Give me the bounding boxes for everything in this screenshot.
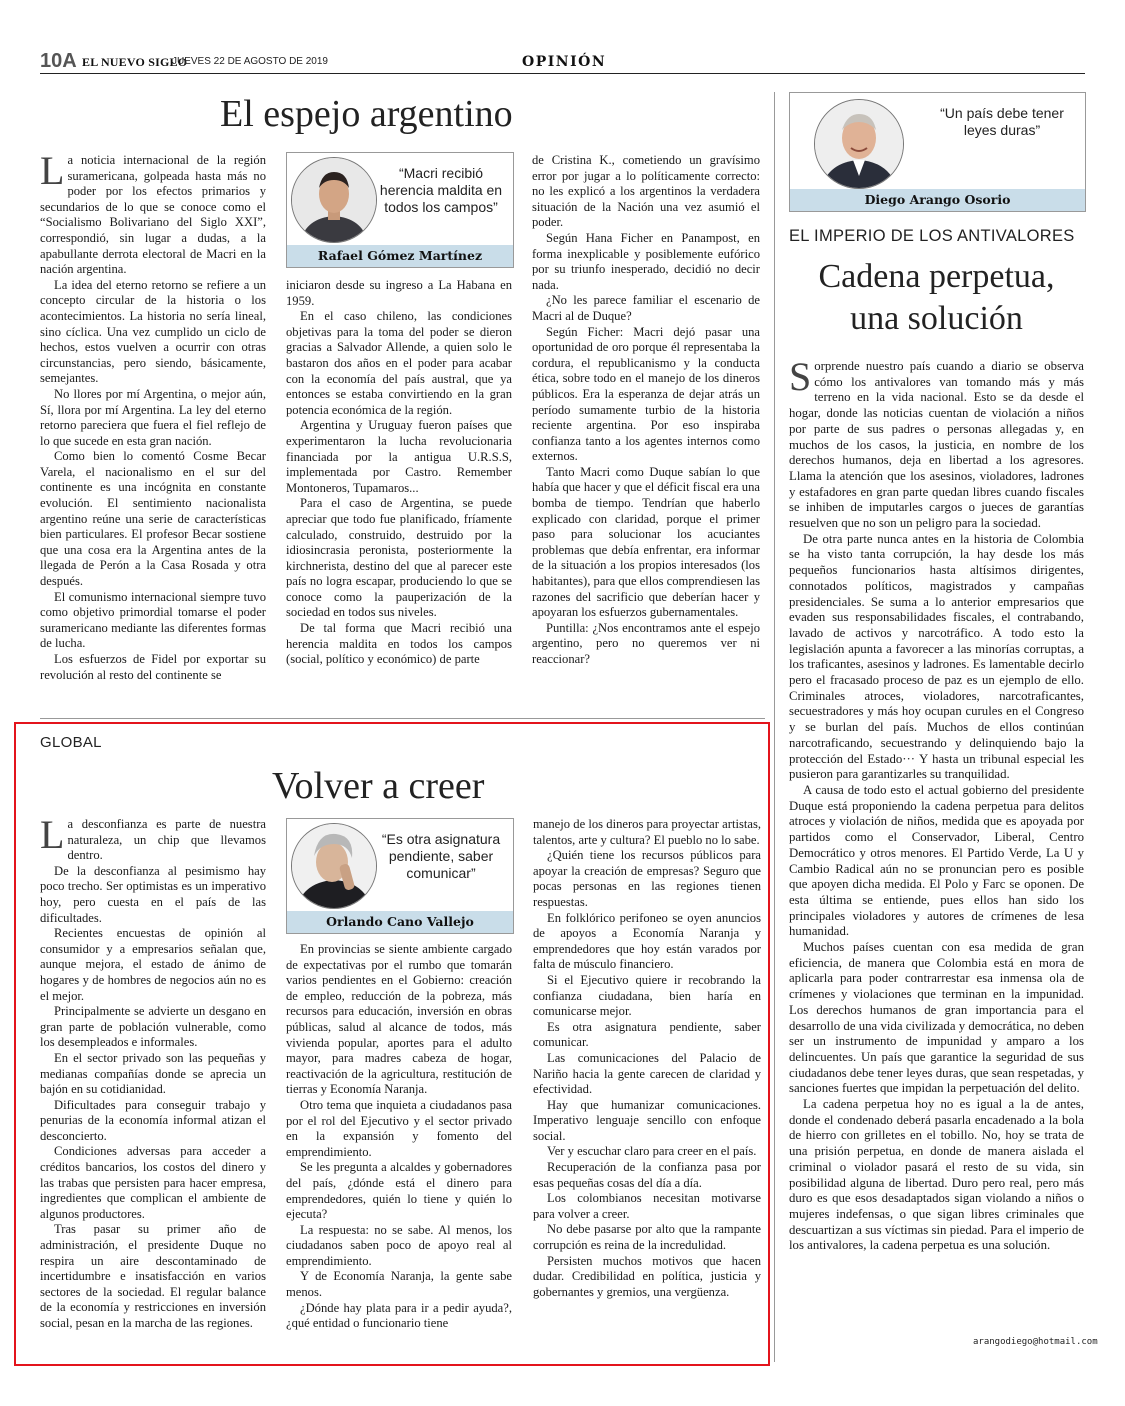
paragraph: La cadena perpetua hoy no es igual a la de antes, donde el condenado deberá pasarla encadenado a la bola de hierro con grilletes en el tobillo. No, hoy se trata de una prisión perpetua, en donde de manera aislada el criminal o violador pasará el resto de su vida, sin posibilidad alguna de libertad. Duro pero real, pero más duro es que esos desadaptados sigan violando a niños o mujeres indefensas, o que sigan libres criminales que descuartizan a sus víctimas sin piedad. Para el imperio de los antivalores, la cadena perpetua es una solución. [789, 1097, 1084, 1253]
paragraph: Tanto Macri como Duque sabían lo que había que hacer y que el déficit fiscal era una bomba de tiempo. Tendrían que haberlo explicado con claridad, porque el primer paso para solucionar los acuciantes problemas que debía enfrentar, era informar de la situación a los propios interesados (los habitantes), para que ellos comprendiesen las razones del sacrificio que deberían hacer y apoyaran los esfuerzos gubernamentales. [532, 464, 761, 620]
paragraph: de Cristina K., cometiendo un gravísimo error por jugar a lo políticamente correcto: no les explicó a los argentinos la verdadera situación de la Nación una vez asumió el poder. [532, 153, 760, 230]
article1-title: El espejo argentino [220, 93, 513, 135]
paragraph: Otro tema que inquieta a ciudadanos pasa por el rol del Ejecutivo y el sector privado en la expansión y fomento del emprendimiento. [286, 1097, 512, 1159]
paragraph: Hay que humanizar comunicaciones. Imperativo lenguaje sencillo con enfoque social. [533, 1097, 761, 1143]
author-email: arangodiego@hotmail.com [973, 1337, 1098, 1347]
article1-pull-quote-box [286, 152, 514, 268]
paragraph: De otra parte nunca antes en la historia de Colombia se ha visto tanta corrupción, la hay desde los más pequeños funcionarios hasta altísimos dirigentes, connotados políticos, magistrados y campañas presidenciales. Se suma a lo anterior empresarios que evaden sus responsabilidades fiscales, el contrabando, lavado de activos y narcotráfico. A todo esto la legislación apunta a favorecer a las minorías corruptas, a los traficantes, asesinos y ladrones. Es lamentable decirlo pero el fracasado proceso de paz es un ejemplo de ello. Criminales atroces, violadores, narcotraficantes, secuestradores y más hoy ocupan curules en el Congreso y se burlan del país. Muchos de ellos continúan narcotraficando, secuestrando y delinquiendo bajo la protección del Estado··· Y hasta un tribunal especial les pusieron para garantizarles su tranquilidad. [789, 531, 1084, 782]
paragraph: Condiciones adversas para acceder a créditos bancarios, los costos del dinero y las trabas que persisten para hacer empresa, ingredientes que complican el ambiente de algunos productores. [40, 1144, 266, 1221]
author-portrait [291, 823, 377, 909]
article1-column-1 [40, 148, 266, 683]
paragraph: El comunismo internacional siempre tuvo como objetivo primordial tomarse el poder suramericano mediante las diferentes formas de lucha. [40, 589, 266, 651]
article3-body [789, 354, 1084, 1254]
paragraph: ¿Quién tiene los recursos públicos para apoyar la creación de empresas? Seguro que pocas personas en las regiones tienen respuestas. [533, 848, 761, 909]
paragraph: Recientes encuestas de opinión al consumidor y a empresarios señalan que, aunque mejora, el estado de ánimo de hogares y de hombres de negocios aún no es el mejor. [40, 926, 266, 1003]
pull-quote: “Es otra asignatura pendiente, saber comunicar” [381, 831, 501, 881]
paragraph: a desconfianza es parte de nuestra naturaleza, un chip que llevamos dentro. [67, 817, 266, 863]
paragraph: Muchos países cuentan con esa medida de gran eficiencia, de manera que Colombia está en mora de aplicarla para poder contrarrestar esa inmensa ola de crímenes y violaciones que terminan en la impunidad. Los derechos humanos de gran importancia para el desarrollo de una vida civilizada y democrática, no deben ser un instrumento de impunidad y amparo a los delincuentes. Un país que garantice la seguridad de sus ciudadanos debe tener leyes duras, que sean respetadas, y sanciones fuertes que impidan la perpetuación del delito. [789, 940, 1084, 1096]
paragraph: Es otra asignatura pendiente, saber comunicar. [533, 1019, 761, 1050]
paragraph: Para el caso de Argentina, se puede apreciar que todo fue planificado, fríamente calculado, construido, destruido por la idiosincrasia peronista, posteriormente la kirchnerista, destino del que al parecer este país no logra escapar, produciendo lo que se conoce como la pauperización de la sociedad en todos sus niveles. [286, 496, 512, 620]
paragraph: De tal forma que Macri recibió una herencia maldita en todos los campos (social, político y económico) de parte [286, 621, 512, 667]
paragraph: ¿Dónde hay plata para ir a pedir ayuda?, ¿qué entidad o funcionario tiene [286, 1300, 512, 1331]
paragraph: Puntilla: ¿Nos encontramos ante el espejo argentino, pero no queremos ver ni reaccionar? [532, 620, 760, 666]
article2-column-3 [533, 817, 761, 1300]
author-photo-icon [292, 158, 376, 242]
paragraph: Tras pasar su primer año de administración, el presidente Duque no respira un aire descontaminado de incertidumbre e insatisfacción en varios sectores de la sociedad. El regular balance de la economía y restricciones en inversión social, pesan en la marcha de las regiones. [40, 1222, 266, 1330]
article3-title-line-2: una solución [850, 300, 1023, 337]
paragraph: Como bien lo comentó Cosme Becar Varela, el nacionalismo en el sur del continente es una incógnita en constante evolución. El sentimiento nacionalista argentino reúne una serie de características bien particulares. El profesor Becar sostiene que una cosa era la Argentina antes de la llegada de Perón a la Casa Rosada y otra después. [40, 449, 266, 589]
paragraph: manejo de los dineros para proyectar artistas, talentos, arte y cultura? El pueblo no lo sabe. [533, 817, 761, 847]
paragraph: iniciaron desde su ingreso a La Habana en 1959. [286, 278, 512, 308]
article2-kicker: GLOBAL [40, 734, 102, 751]
article2-pull-quote-box [286, 818, 514, 934]
paragraph: Dificultades para conseguir trabajo y penurias de la economía informal atizan el desconcierto. [40, 1097, 266, 1143]
author-byline: Rafael Gómez Martínez [287, 245, 513, 267]
author-byline: Orlando Cano Vallejo [287, 911, 513, 933]
article1-column-3 [532, 153, 760, 668]
paragraph: Principalmente se advierte un desgano en gran parte de población vulnerable, como los desempleados e informales. [40, 1004, 266, 1050]
paragraph: ¿No les parece familiar el escenario de Macri al de Duque? [532, 293, 760, 323]
newspaper-name: EL NUEVO SIGLO [82, 55, 188, 69]
issue-date: JUEVES 22 DE AGOSTO DE 2019 [172, 56, 328, 67]
article3-dropcap: S [789, 354, 812, 399]
paragraph: La idea del eterno retorno se refiere a un concepto circular de la historia o los acontecimientos. La historia no sería lineal, sino cíclica. Una vez cumplido un ciclo de hechos, estos vuelven a ocurrir con otras circunstancias, pero siendo, básicamente, semejantes. [40, 277, 266, 386]
header-rule [40, 73, 1085, 74]
paragraph: Según Ficher: Macri dejó pasar una oportunidad de oro porque él representaba la cordura, el republicanismo y la conducta ética, sobre todo en el manejo de los dineros públicos. Era la esperanza de dejar atrás un período sumamente turbio de la historia reciente argentina. Por eso inspiraba confianza tanto a los agentes internos como externos. [532, 324, 760, 464]
paragraph: Los esfuerzos de Fidel por exportar su revolución al resto del continente se [40, 652, 266, 682]
paragraph: orprende nuestro país cuando a diario se observa cómo los antivalores van tomando más y más terreno en la vida nacional. Esto se da desde el hogar, donde las noticias cuentan de violación a niños por parte de sus padres o personas allegadas y, en muchos de los casos, la justicia, en nombre de los derechos humanos, deja en libertad a los agresores. Llama la atención que los asesinos, violadores, ladrones y estafadores en gran parte quedan libres cuando fiscales se inhiben de imputarles cargos o jueces de garantías resuelven que no son un peligro para la sociedad. [789, 359, 1084, 531]
paragraph: a noticia internacional de la región suramericana, golpeada hasta más no poder por los efectos primarios y secundarios de lo que se conoce como el “Socialismo Bolivariano del Siglo XXI”, correspondió, sin lugar a dudas, a la apabullante derrota electoral de Macri en la nación argentina. [40, 153, 266, 277]
paragraph: Los colombianos necesitan motivarse para volver a creer. [533, 1191, 761, 1221]
article3-kicker: EL IMPERIO DE LOS ANTIVALORES [789, 227, 1075, 245]
paragraph: Y de Economía Naranja, la gente sabe menos. [286, 1269, 512, 1300]
article1-dropcap: L [40, 148, 65, 193]
paragraph: Las comunicaciones del Palacio de Nariño hacia la gente carecen de claridad y efectividad. [533, 1050, 761, 1097]
article3-pull-quote-box [789, 92, 1086, 212]
paragraph: Recuperación de la confianza pasa por esas pequeñas cosas del día a día. [533, 1160, 761, 1190]
article2-title: Volver a creer [272, 765, 485, 807]
article1-column-2 [286, 278, 512, 668]
paragraph: Argentina y Uruguay fueron países que experimentaron la lucha revolucionaria financiada por la antigua U.R.S.S, implementada por Castro. Remember Montoneros, Tupamaros... [286, 418, 512, 495]
pull-quote: “Un país debe tener leyes duras” [940, 105, 1064, 138]
paragraph: En folklórico perifoneo se oyen anuncios de apoyos a Economía Naranja y emprendedores que hoy están varados por falta de músculo financiero. [533, 910, 761, 972]
author-portrait [291, 157, 377, 243]
article3-title [789, 256, 1084, 340]
paragraph: No debe pasarse por alto que la rampante corrupción es reina de la incredulidad. [533, 1222, 761, 1253]
paragraph: No llores por mí Argentina, o mejor aún, Sí, llora por mí Argentina. La ley del eterno retorno pareciera que fuera el fiel reflejo de lo que sucede en esta gran nación. [40, 386, 266, 448]
section-divider [40, 718, 765, 719]
article2-column-2 [286, 942, 512, 1332]
article2-column-1 [40, 812, 266, 1332]
paragraph: De la desconfianza al pesimismo hay poco trecho. Ser optimistas es un imperativo hoy, pero cuesta en el país de las dificultades. [40, 863, 266, 925]
author-byline: Diego Arango Osorio [790, 189, 1085, 211]
article3-title-line-1: Cadena perpetua, [818, 258, 1055, 295]
paragraph: Se les pregunta a alcaldes y gobernadores del país, ¿dónde está el dinero para emprendedores, quién lo tiene y quién lo ejecuta? [286, 1160, 512, 1222]
paragraph: Según Hana Ficher en Panampost, en forma inexplicable y posiblemente eufórico por su triunfo inesperado, decidió no decir nada. [532, 230, 760, 292]
paragraph: En el sector privado son las pequeñas y medianas compañías donde se aprecia un bajón en su cotidianidad. [40, 1050, 266, 1097]
paragraph: En provincias se siente ambiente cargado de expectativas por el rumbo que tomarán varios pendientes en el Gobierno: creación de empleo, reducción de la pobreza, más recursos para educación, inversión en obras públicas, salud al alcance de todos, más vivienda popular, aportes para el adulto mayor, para madres cabeza de hogar, reactivación de la agricultura, restitución de tierras y Economía Naranja. [286, 942, 512, 1097]
author-portrait [814, 99, 904, 189]
column-divider [774, 92, 775, 1362]
paragraph: A causa de todo esto el actual gobierno del presidente Duque está proponiendo la cadena perpetua para delitos atroces y violación de niños, medida que es apoyada por partidos como el Conservador, Liberal, Centro Democrático y otros menores. El Partido Verde, La U y Cambio Radical aún no se pronuncian pero es posible que apoyen dicha medida. El Polo y Farc se oponen. De esta última se entiende, pues ellos han sido los principales violadores y autores de crímenes de lesa humanidad. [789, 782, 1084, 939]
paragraph: La respuesta: no se sabe. Al menos, los ciudadanos saben poco de apoyo real al emprendimiento. [286, 1222, 512, 1268]
author-photo-icon [292, 824, 376, 908]
author-photo-icon [815, 100, 903, 188]
pull-quote: “Macri recibió herencia maldita en todos los campos” [379, 165, 503, 215]
page-number: 10A [40, 50, 77, 72]
section-name: OPINIÓN [522, 54, 607, 70]
paragraph: En el caso chileno, las condiciones objetivas para la toma del poder se dieron gracias a Salvador Allende, a quien solo le bastaron dos años en el poder para acabar con la economía del país austral, que ya entonces se estaba convirtiendo en la gran potencia económica de la región. [286, 309, 512, 417]
article2-dropcap: L [40, 812, 65, 857]
paragraph: Persisten muchos motivos que hacen dudar. Credibilidad en política, justicia y gobernantes y gremios, una vergüenza. [533, 1253, 761, 1299]
paragraph: Si el Ejecutivo quiere ir recobrando la confianza ciudadana, bien haría en comunicarse mejor. [533, 972, 761, 1019]
paragraph: Ver y escuchar claro para creer en el país. [547, 1144, 757, 1159]
